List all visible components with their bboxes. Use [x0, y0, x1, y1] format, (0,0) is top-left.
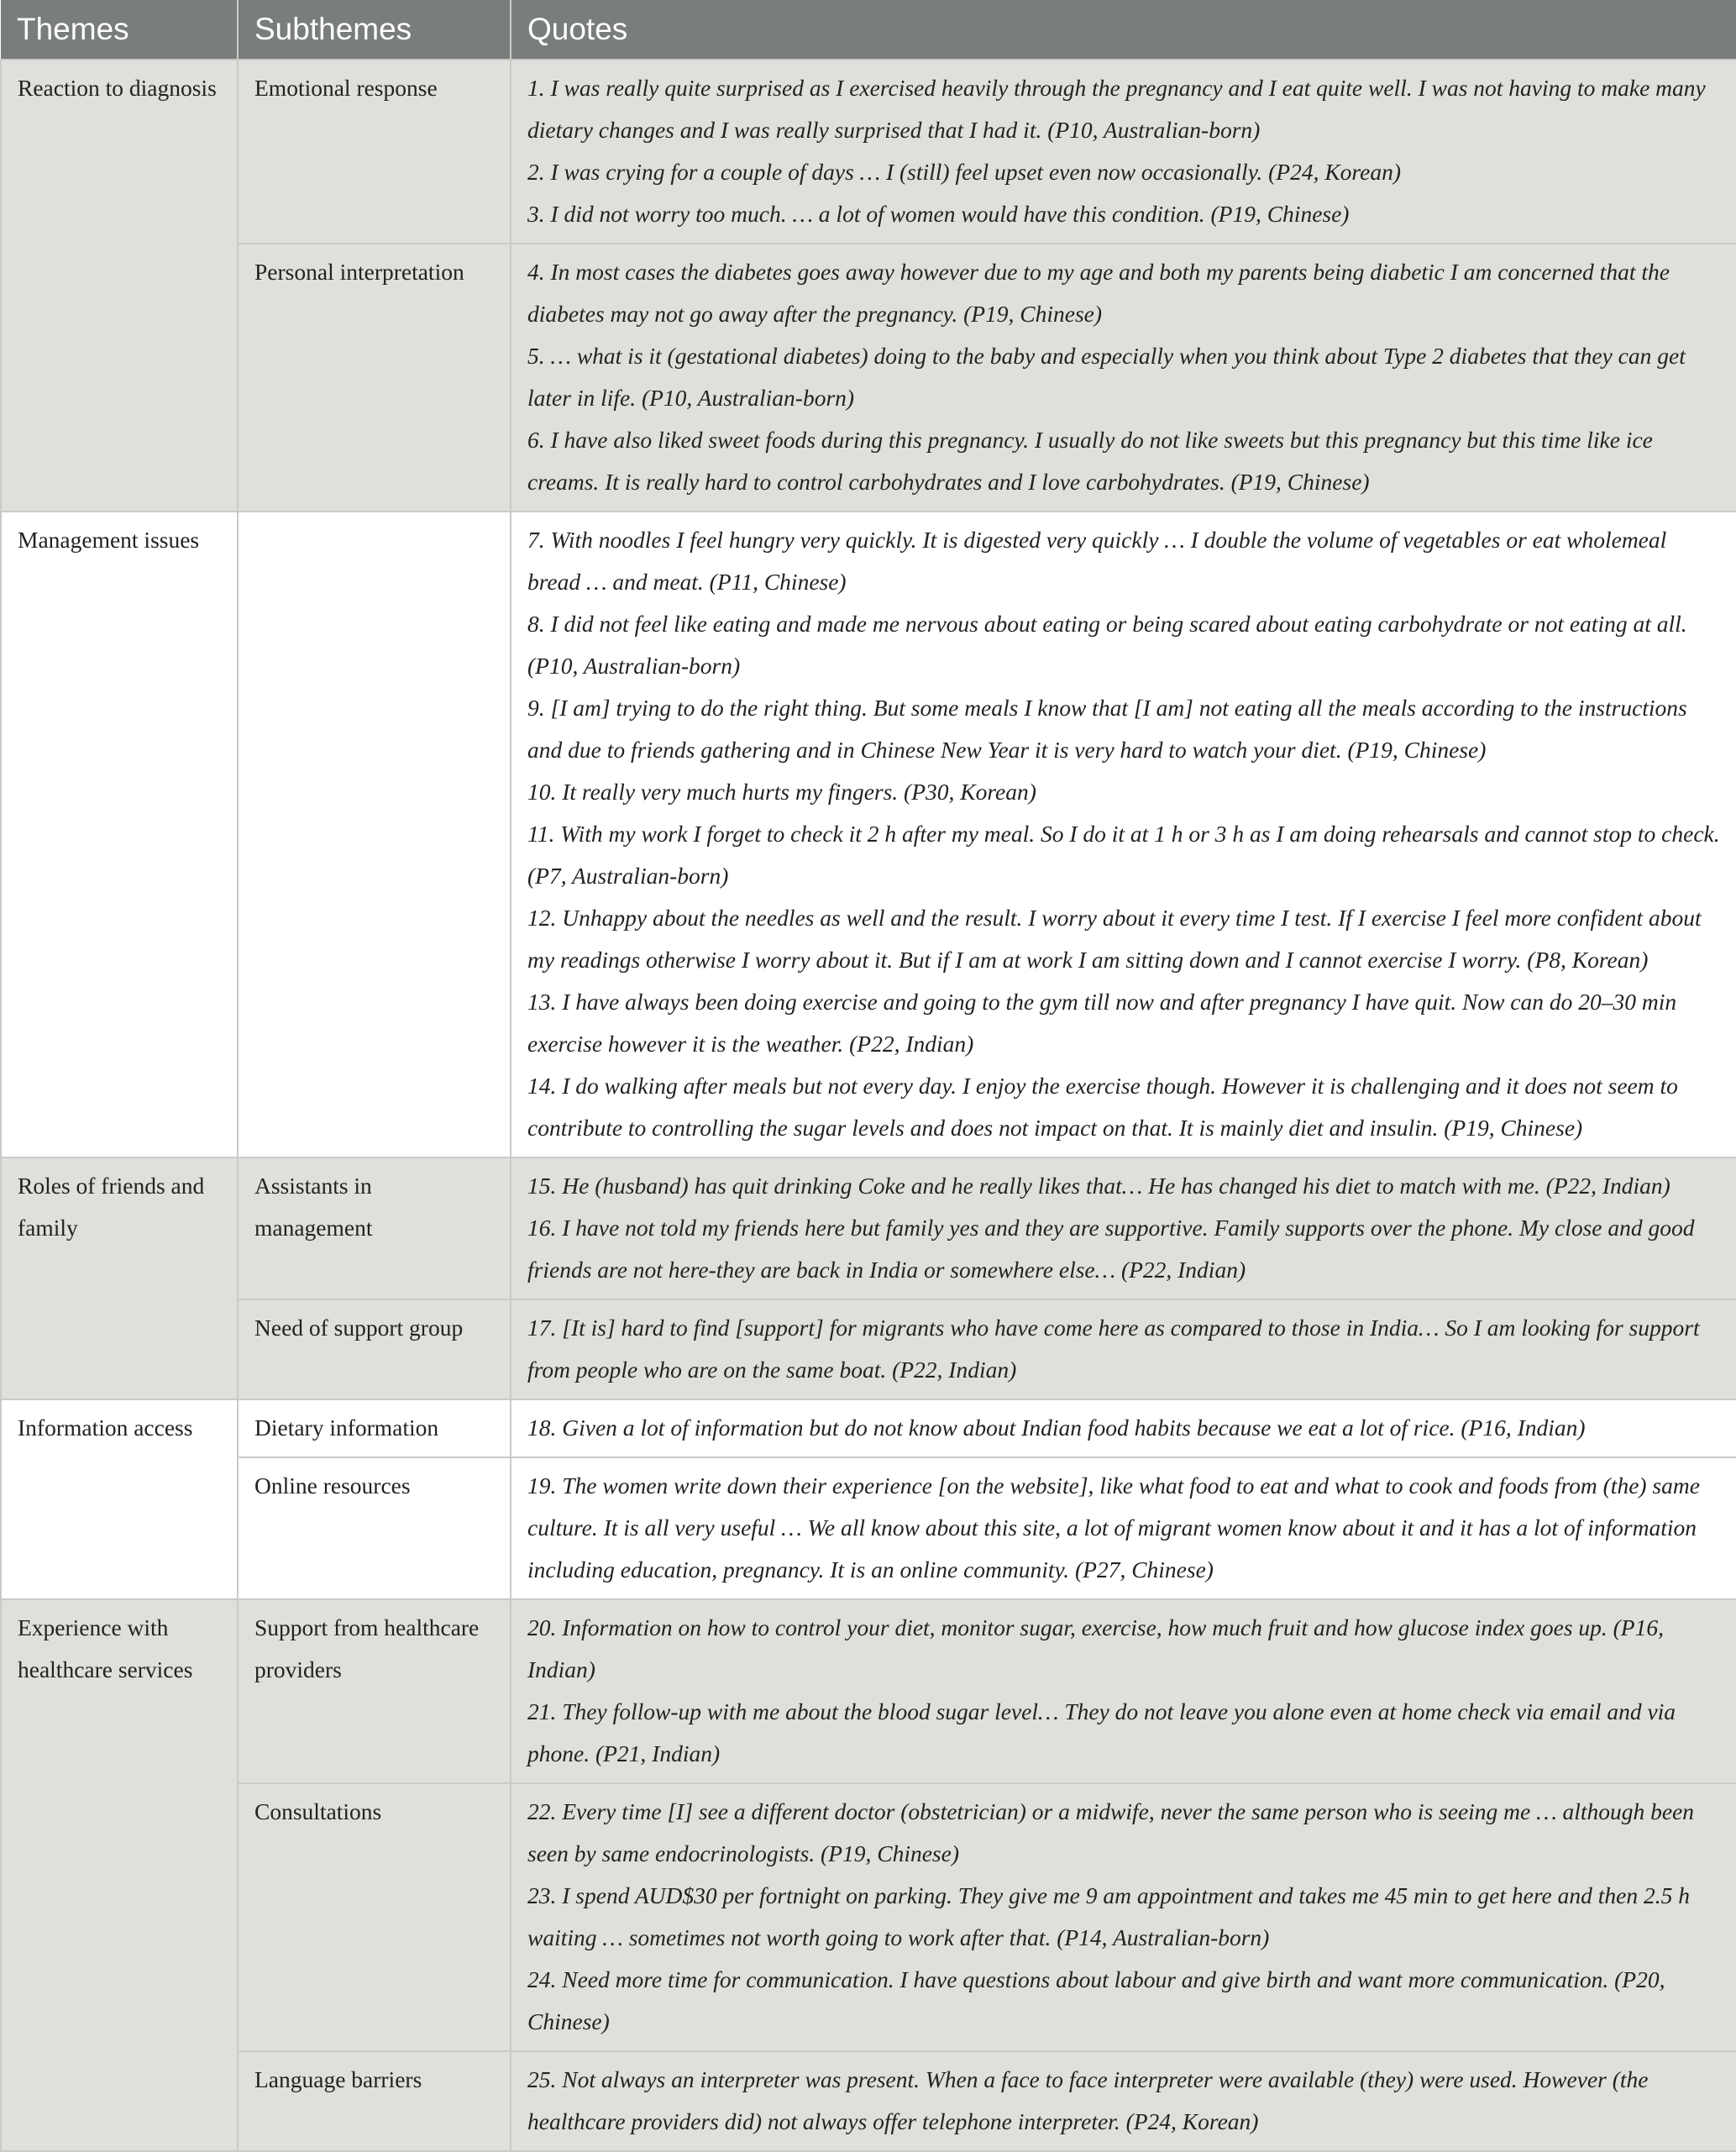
- table-row: [1, 2051, 1736, 2151]
- quote: 17. [It is] hard to find [support] for migrants who have come here as compared to those in India… So I am looking for support from people who are on the same boat. (P22, Indian): [527, 1315, 1700, 1383]
- quote: 14. I do walking after meals but not every day. I enjoy the exercise though. However it is challenging and it does not seem to contribute to controlling the sugar levels and does not impact on that. It is mainly diet and insulin. (P19, Chinese): [527, 1073, 1678, 1141]
- quote: 15. He (husband) has quit drinking Coke and he really likes that… He has changed his diet to match with me. (P22, Indian): [527, 1173, 1670, 1199]
- subtheme-cell: Support from healthcare providers: [238, 1599, 511, 1783]
- quotes-cell: [511, 1399, 1736, 1457]
- quote: 1. I was really quite surprised as I exercised heavily through the pregnancy and I eat quite well. I was not having to make many dietary changes and I was really surprised that I had it. (P10, Australian-born): [527, 75, 1706, 143]
- quote: 24. Need more time for communication. I have questions about labour and give birth and want more communication. (P20, Chinese): [527, 1966, 1665, 2034]
- quotes-cell: [511, 1599, 1736, 1783]
- table-row: [1, 1299, 1736, 1399]
- subtheme-cell: Emotional response: [238, 60, 511, 244]
- subtheme-cell: Language barriers: [238, 2051, 511, 2151]
- quote: 18. Given a lot of information but do not know about Indian food habits because we eat a lot of rice. (P16, Indian): [527, 1415, 1586, 1441]
- table-row: [1, 1599, 1736, 1783]
- quote: 23. I spend AUD$30 per fortnight on parking. They give me 9 am appointment and takes me 45 min to get here and then 2.5 h waiting … sometimes not worth going to work after that. (P14, Australian-born): [527, 1882, 1690, 1950]
- quote: 25. Not always an interpreter was present. When a face to face interpreter were available (they) were used. However (the healthcare providers did) not always offer telephone interpreter. (P24, Korean): [527, 2066, 1649, 2134]
- quotes-cell: [511, 1299, 1736, 1399]
- subtheme-cell: Personal interpretation: [238, 244, 511, 512]
- quotes-cell: [511, 1157, 1736, 1299]
- quote: 10. It really very much hurts my fingers. (P30, Korean): [527, 779, 1036, 805]
- table-header-row: [1, 0, 1736, 60]
- quotes-cell: [511, 1783, 1736, 2051]
- subtheme-cell: Online resources: [238, 1457, 511, 1599]
- header-themes: Themes: [1, 0, 238, 60]
- table-row: [1, 60, 1736, 244]
- quotes-cell: [511, 1457, 1736, 1599]
- table-row: [1, 512, 1736, 1157]
- quote: 9. [I am] trying to do the right thing. But some meals I know that [I am] not eating all the meals according to the instructions and due to friends gathering and in Chinese New Year it is very hard to watch your diet. (P19, Chinese): [527, 695, 1687, 763]
- header-subthemes: Subthemes: [238, 0, 511, 60]
- theme-cell: Information access: [1, 1399, 238, 1599]
- quote: 12. Unhappy about the needles as well and the result. I worry about it every time I test. If I exercise I feel more confident about my readings otherwise I worry about it. But if I am at work I am sitting down and I cannot exercise I worry. (P8, Korean): [527, 905, 1702, 973]
- quote: 22. Every time [I] see a different doctor (obstetrician) or a midwife, never the same person who is seeing me … although been seen by same endocrinologists. (P19, Chinese): [527, 1798, 1695, 1866]
- subtheme-cell: [238, 512, 511, 1157]
- quote: 11. With my work I forget to check it 2 h after my meal. So I do it at 1 h or 3 h as I am doing rehearsals and cannot stop to check. (P7, Australian-born): [527, 821, 1720, 889]
- quotes-cell: [511, 2051, 1736, 2151]
- quotes-cell: [511, 512, 1736, 1157]
- theme-cell: Experience with healthcare services: [1, 1599, 238, 2151]
- quotes-cell: [511, 60, 1736, 244]
- quote: 21. They follow-up with me about the blood sugar level… They do not leave you alone even at home check via email and via phone. (P21, Indian): [527, 1698, 1676, 1766]
- quote: 4. In most cases the diabetes goes away however due to my age and both my parents being diabetic I am concerned that the diabetes may not go away after the pregnancy. (P19, Chinese): [527, 259, 1670, 327]
- quote: 3. I did not worry too much. … a lot of women would have this condition. (P19, Chinese): [527, 201, 1350, 227]
- quote: 7. With noodles I feel hungry very quickly. It is digested very quickly … I double the volume of vegetables or eat wholemeal bread … and meat. (P11, Chinese): [527, 527, 1667, 595]
- quote: 5. … what is it (gestational diabetes) doing to the baby and especially when you think about Type 2 diabetes that they can get later in life. (P10, Australian-born): [527, 343, 1686, 411]
- subtheme-cell: Dietary information: [238, 1399, 511, 1457]
- header-quotes: Quotes: [511, 0, 1736, 60]
- quote: 8. I did not feel like eating and made me nervous about eating or being scared about eating carbohydrate or not eating at all. (P10, Australian-born): [527, 611, 1687, 679]
- quote: 19. The women write down their experience [on the website], like what food to eat and what to cook and foods from (the) same culture. It is all very useful … We all know about this site, a lot of migrant women know about it and it has a lot of information including education, pregnancy. It is an online community. (P27, Chinese): [527, 1472, 1700, 1583]
- theme-cell: Reaction to diagnosis: [1, 60, 238, 512]
- subtheme-cell: Need of support group: [238, 1299, 511, 1399]
- quote: 20. Information on how to control your diet, monitor sugar, exercise, how much fruit and how glucose index goes up. (P16, Indian): [527, 1614, 1664, 1682]
- subtheme-cell: Assistants in management: [238, 1157, 511, 1299]
- subtheme-cell: Consultations: [238, 1783, 511, 2051]
- quote: 16. I have not told my friends here but family yes and they are supportive. Family supports over the phone. My close and good friends are not here-they are back in India or somewhere else… (P22, Indian): [527, 1215, 1695, 1283]
- quotes-cell: [511, 244, 1736, 512]
- table-row: [1, 1457, 1736, 1599]
- quote: 13. I have always been doing exercise and going to the gym till now and after pregnancy I have quit. Now can do 20–30 min exercise however it is the weather. (P22, Indian): [527, 989, 1677, 1057]
- table-row: [1, 1157, 1736, 1299]
- table-row: [1, 1399, 1736, 1457]
- table-row: [1, 1783, 1736, 2051]
- theme-cell: Management issues: [1, 512, 238, 1157]
- theme-cell: Roles of friends and family: [1, 1157, 238, 1399]
- quote: 6. I have also liked sweet foods during this pregnancy. I usually do not like sweets but this pregnancy but this time like ice creams. It is really hard to control carbohydrates and I love carbohydrates. (P19, Chinese): [527, 427, 1653, 495]
- quote: 2. I was crying for a couple of days … I (still) feel upset even now occasionally. (P24, Korean): [527, 159, 1401, 185]
- table-row: [1, 244, 1736, 512]
